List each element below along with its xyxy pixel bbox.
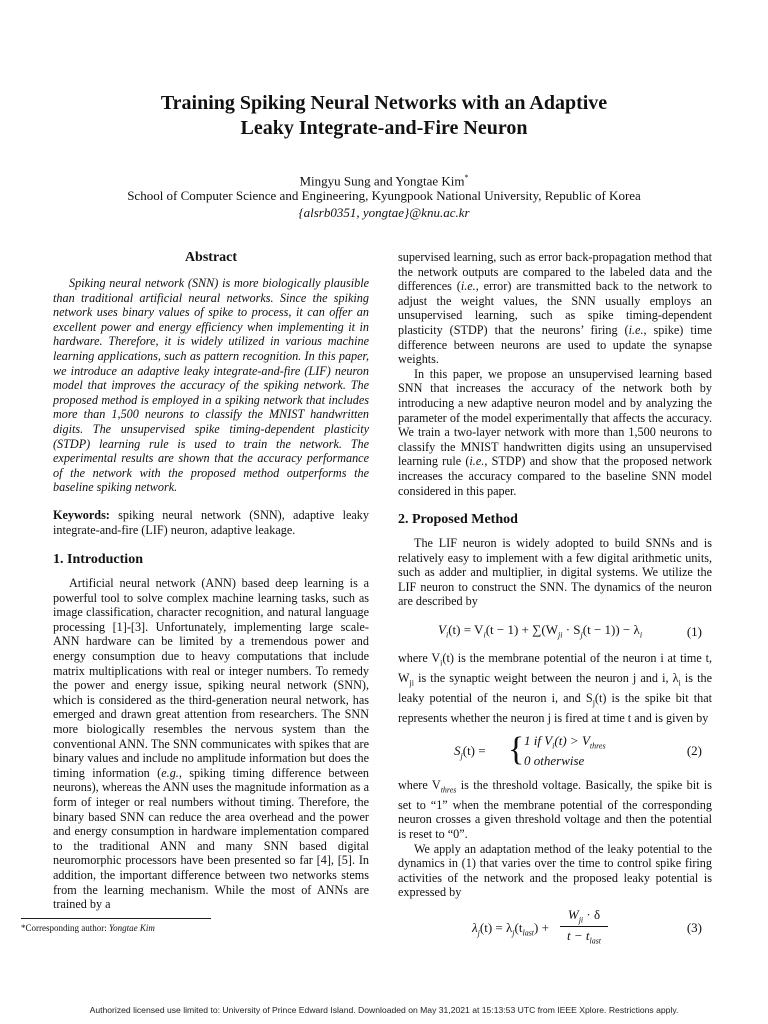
section2-heading: 2. Proposed Method (398, 512, 518, 528)
authors (0, 170, 768, 189)
title-line-1: Training Spiking Neural Networks with an Adaptive (160, 92, 608, 114)
keywords (53, 508, 369, 537)
p2-a: In this paper, we propose an unsupervised learning based SNN that increases the accuracy of the network both by introducing a new adaptive neuron model and by analyzing the parameter of the model experimentally that affects the accuracy. We train a two-layer network with more than 1,500 neurons to classify the MNIST handwritten digits using an unsupervised learning rule ( (398, 366, 712, 469)
paragraph-3: We apply an adaptation method of the leaky potential to the dynamics in (1) that varies over the time to control spike firing activities of the network and the proposed leaky potential is expressed by (398, 841, 712, 900)
title-line-2: Leaky Integrate-and-Fire Neuron (240, 117, 528, 139)
right-paragraph-2 (398, 367, 712, 498)
intro-text-b: , spiking timing difference between neurons), whereas the ANN uses the magnitude information as a form of integer or real numbers without timing. Therefore, the binary based SNN can reduce the area overhead and the power and energy consumption in hardware implementation compared to the traditional ANN and many SNN based digital neuromorphic processors have been presented so far [4], [5]. In addition, the important difference between two networks stems from the learning mechanism. While the most of ANNs are trained by a (53, 765, 369, 912)
keywords-text: spiking neural network (SNN), adaptive leaky integrate-and-fire (LIF) neuron, adaptive leakage. (53, 507, 369, 537)
footnote: *Corresponding author: Yongtae Kim (21, 923, 155, 933)
ie-1: i.e. (460, 279, 476, 294)
left-column (53, 246, 369, 912)
paper-title (0, 91, 768, 141)
equation-2 (398, 730, 712, 774)
right-column (398, 250, 712, 948)
equation-2-case-1: 1 if $V_i(t) > V_{thres}$ (524, 732, 606, 751)
ie-3: i.e. (469, 454, 485, 469)
equation-1-body: $V_i(t) = V_i(t - 1) + \sum(W_{ji} \cdot S_j(t - 1)) - \lambda_i$ (438, 622, 643, 640)
equation-3 (398, 908, 712, 948)
intro-heading: 1. Introduction (53, 552, 143, 568)
equation-2-lhs: $S_j(t)$ = (454, 742, 486, 761)
fraction-bar (560, 926, 608, 927)
email: {alsrb0351, yongtae}@knu.ac.kr (298, 205, 470, 220)
corresponding-mark: * (464, 173, 469, 182)
intro-text-a: Artificial neural network (ANN) based deep learning is a powerful tool to solve complex machine learning tasks, such as image classification, character recognition, and natural language processing [1]-[3]. Unfortunately, implementing large scale-ANN hardware can be limited by a tremendous power and energy consumption due to heavy computations that include matrix multiplications with real or integer numbers. To remedy the power and energy issue, spiking neural network (SNN), which is considered as the third-generation neural network, has emerged and drawn great attention from researchers. The SNN more biologically resembles the nervous system than the conventional ANN. The SNN communicates with spikes that are binary values and include no amplitude information but does the timing information ( (53, 576, 369, 780)
author-names: Mingyu Sung and Yongtae Kim (299, 173, 465, 189)
where-paragraph-1: where $V_i(t)$ is the membrane potential of the neuron i at time t, $W_{ji}$ is the synaptic weight between the neuron j and i, $\lambda_i$ is the leaky potential of the neuron i, and $S_j(t)$ is the spike bit that represents whether the neuron j is fired at time t and is given by (398, 651, 713, 726)
abstract-heading: Abstract (184, 250, 238, 265)
footnote-rule (21, 918, 211, 919)
equation-1 (398, 615, 712, 647)
affiliation: School of Computer Science and Engineering, Kyungpook National University, Republic of Korea (127, 188, 641, 203)
p2-b: , STDP) and show that the proposed network increases the accuracy compared to the baseline SNN model considered in this paper. (398, 454, 712, 498)
equation-3-denominator: $t - t_{last}$ (566, 927, 602, 946)
equation-1-number: (1) (686, 624, 702, 640)
equation-3-lhs: $\lambda_j(t) = \lambda_j(t_{last})$ + (472, 919, 549, 938)
right-cont-paragraph (398, 250, 712, 367)
cont-b: , error) are transmitted back to the network to adjust the weight values, the SNN usually employs an unsupervised learning, such as spike timing-dependent plasticity (STDP) that the neurons’ firing ( (398, 279, 712, 337)
section2-paragraph-1: The LIF neuron is widely adopted to build SNNs and is relatively easy to implement with a few digital arithmetic units, such as adder and multiplier, in digital systems. We utilize the LIF neuron to construct the SNN. The dynamics of the neuron are described by (398, 536, 712, 609)
ie-2: i.e. (628, 322, 644, 337)
equation-3-number: (3) (686, 919, 702, 935)
intro-paragraph (53, 576, 369, 912)
brace-icon: { (508, 730, 525, 768)
equation-3-numerator: $W_{ji} \cdot \delta$ (567, 906, 601, 925)
keywords-label: Keywords: (53, 507, 110, 522)
equation-2-number: (2) (686, 742, 702, 758)
license-footer: Authorized licensed use limited to: University of Prince Edward Island. Downloaded on May 31,2021 at 15:13:53 UTC from IEEE Xplore. Restrictions apply. (89, 1005, 679, 1015)
intro-eg: e.g. (161, 765, 179, 780)
cont-a: supervised learning, such as error back-propagation method that the network outputs are compared to the labeled data and the differences ( (398, 250, 712, 294)
where-paragraph-2: where $V_{thres}$ is the threshold voltage. Basically, the spike bit is set to “1” when the membrane potential of the corresponding neuron crosses a given threshold voltage and then the potential is reset to “0”. (398, 777, 712, 841)
equation-2-case-2: 0 otherwise (524, 752, 585, 768)
abstract-text: Spiking neural network (SNN) is more biologically plausible than traditional artificial neural networks. Since the spiking network uses binary values of spike to process, it can offer an excellent power and energy efficiency when implementing it in hardware. Therefore, it is widely utilized in various machine learning applications, such as pattern recognition. In this paper, we introduce an adaptive leaky integrate-and-fire (LIF) neuron model that improves the accuracy of the spiking network. The proposed method is employed in a spiking network that includes more than 1,500 neurons to classify the MNIST handwritten digits. The unsupervised spike timing-dependent plasticity (STDP) learning rule is used to train the network. The experimental results are shown that the accuracy performance of the network with the proposed method outperforms the baseline spiking network. (53, 276, 369, 495)
cont-c: , spike) time difference between neurons are used to update the synapse weights. (398, 322, 713, 367)
